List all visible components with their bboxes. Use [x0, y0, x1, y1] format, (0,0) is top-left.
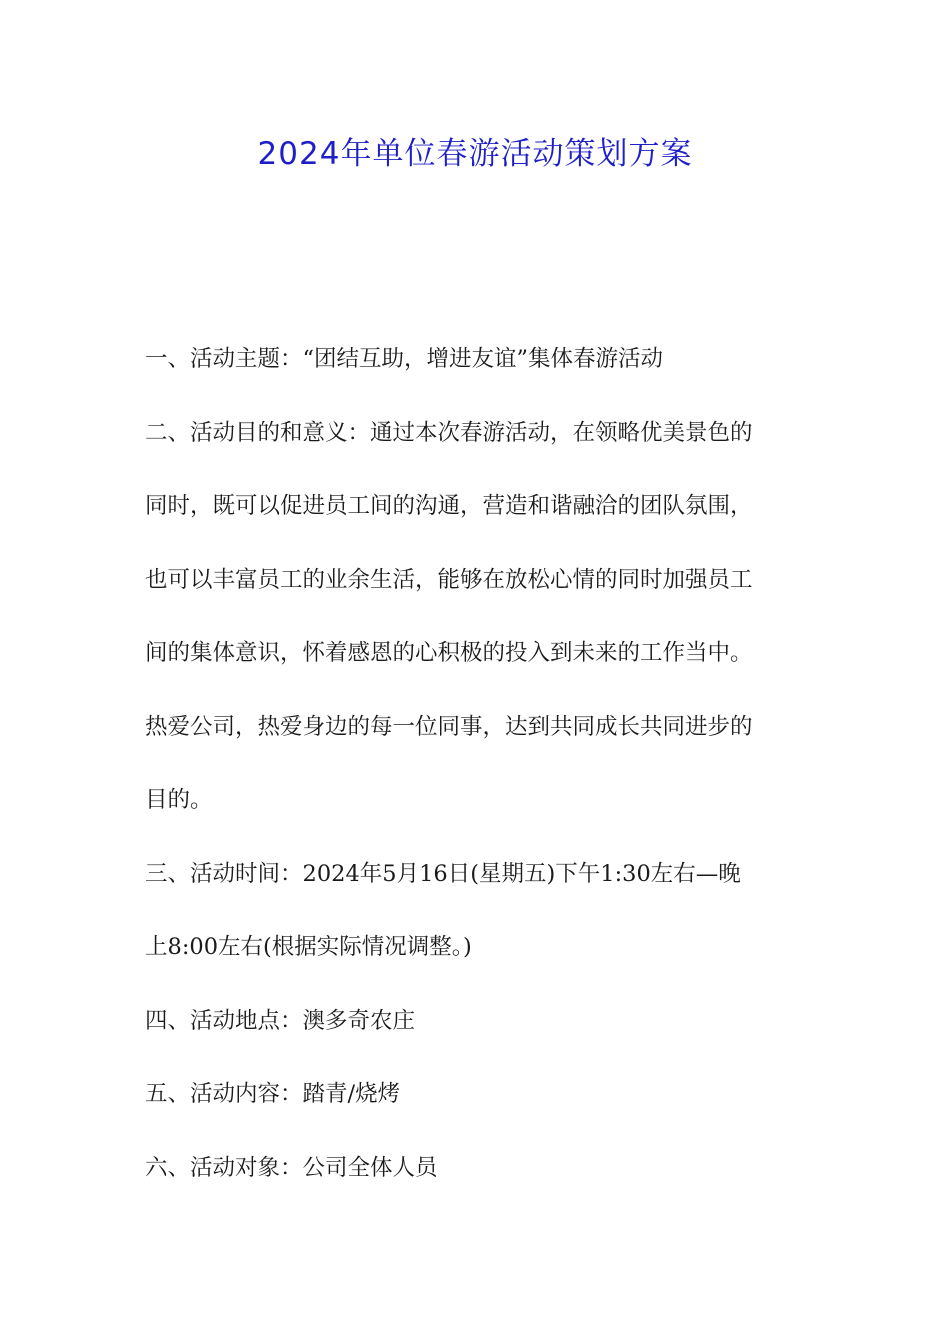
paragraph-audience: 六、活动对象：公司全体人员 — [145, 1154, 438, 1181]
paragraph-purpose-line-3: 也可以丰富员工的业余生活，能够在放松心情的同时加强员工 — [145, 566, 753, 593]
paragraph-purpose-line-1: 二、活动目的和意义：通过本次春游活动，在领略优美景色的 — [145, 419, 753, 446]
paragraph-time-line-2: 上8:00左右(根据实际情况调整。) — [145, 934, 472, 960]
paragraph-content: 五、活动内容：踏青/烧烤 — [145, 1081, 401, 1107]
paragraph-location: 四、活动地点：澳多奇农庄 — [145, 1007, 416, 1034]
paragraph-purpose-line-4: 间的集体意识，怀着感恩的心积极的投入到未来的工作当中。 — [145, 640, 753, 666]
paragraph-purpose-line-5: 热爱公司，热爱身边的每一位同事，达到共同成长共同进步的 — [145, 713, 753, 740]
paragraph-theme: 一、活动主题：“团结互助，增进友谊”集体春游活动 — [145, 346, 664, 372]
document-title: 2024年单位春游活动策划方案 — [257, 136, 693, 172]
paragraph-time-line-1: 三、活动时间：2024年5月16日(星期五)下午1:30左右—晚 — [145, 860, 741, 887]
document-body — [145, 332, 810, 1214]
paragraph-purpose-line-6: 目的。 — [145, 787, 213, 813]
paragraph-purpose-line-2: 同时，既可以促进员工间的沟通，营造和谐融洽的团队氛围， — [145, 493, 753, 519]
